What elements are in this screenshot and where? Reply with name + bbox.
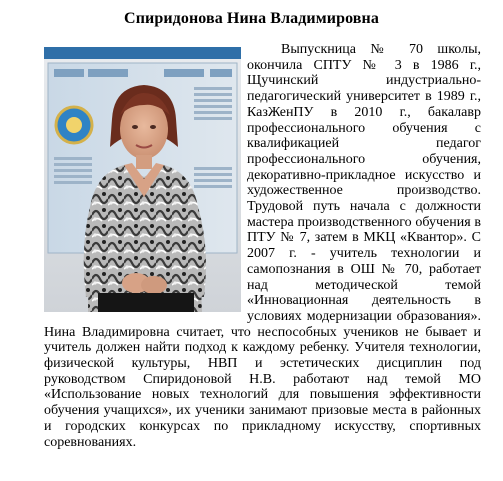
photo-wrap-spacer (44, 42, 247, 312)
biography-paragraph: Выпускница № 70 школы, окончила СПТУ № 3 в 1986 г., Щучинский индустриально-педагогический университет в 1989 г., КазЖенПУ в 2010 г., бакалавр профессионального обучения с квалификацией педагог профессионального обучения, декоративно-прикладное искусство и художественное производство. Трудовой путь начала с должности мастера производственного обучения в ПТУ № 7, затем в МКЦ «Квантор». С 2007 г. - учитель технологии и самопознания в ОШ № 70, работает над методической темой «Инновационная деятельность в условиях модернизации образования». Нина Владимировна считает, что неспособных учеников не бывает и учитель должен найти подход к каждому ребенку. Учителя технологии, физической культуры, НВП и эстетических дисциплин под руководством Спиридоновой Н.В. работают над темой МО «Использование новых технологий для повышения эффективности обучения учащихся», их ученики занимают призовые места в районных и городских конкурсах по прикладному искусству, спортивных соревнованиях. (44, 42, 481, 450)
biography-text (44, 42, 481, 450)
page-title: Спиридонова Нина Владимировна (124, 10, 379, 27)
